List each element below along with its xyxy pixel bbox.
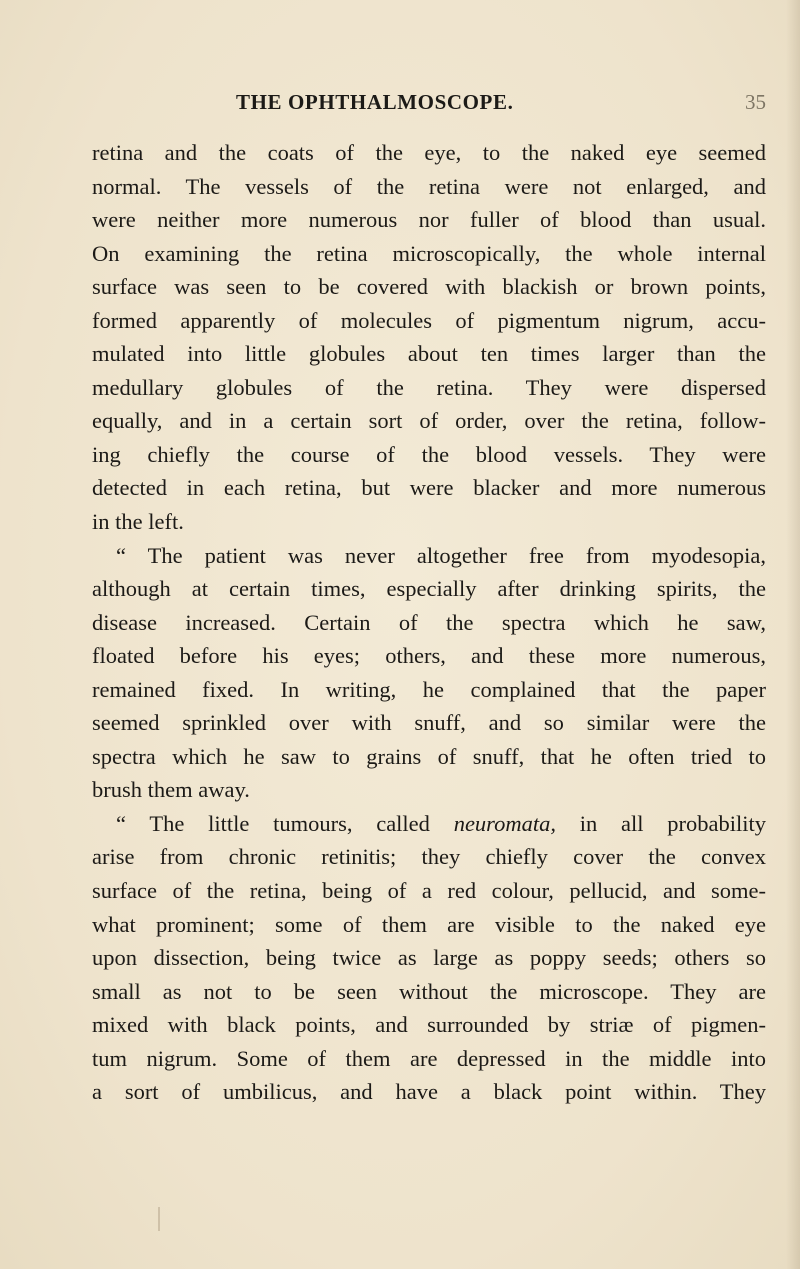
text-line: surface was seen to be covered with blackish or brown points, bbox=[92, 274, 766, 300]
text-line: tum nigrum. Some of them are depressed in the middle into bbox=[92, 1045, 766, 1071]
text-line: although at certain times, especially after drinking spirits, the bbox=[92, 576, 766, 602]
text-line: a sort of umbilicus, and have a black point within. They bbox=[92, 1079, 766, 1105]
italic-term: neuromata, bbox=[453, 810, 556, 836]
text-line: normal. The vessels of the retina were not enlarged, and bbox=[92, 173, 766, 199]
text-line: were neither more numerous nor fuller of blood than usual. bbox=[92, 207, 766, 233]
text-line: mixed with black points, and surrounded by striæ of pigmen- bbox=[92, 1012, 766, 1038]
running-head bbox=[92, 90, 766, 130]
text-line: equally, and in a certain sort of order, over the retina, follow- bbox=[92, 408, 766, 434]
text-run: “ The little tumours, called bbox=[116, 810, 454, 836]
text-line: medullary globules of the retina. They were dispersed bbox=[92, 374, 766, 400]
text-line: mulated into little globules about ten times larger than the bbox=[92, 341, 766, 367]
text-line: “ The patient was never altogether free from myodesopia, bbox=[116, 542, 766, 568]
text-line: disease increased. Certain of the spectra which he saw, bbox=[92, 609, 766, 635]
text-line: in the left. bbox=[92, 509, 184, 535]
text-line: floated before his eyes; others, and these more numerous, bbox=[92, 643, 766, 669]
text-line: spectra which he saw to grains of snuff, that he often tried to bbox=[92, 743, 766, 769]
running-title: THE OPHTHALMOSCOPE. bbox=[236, 90, 514, 114]
text-line: what prominent; some of them are visible to the naked eye bbox=[92, 911, 766, 937]
text-line: upon dissection, being twice as large as poppy seeds; others so bbox=[92, 945, 766, 971]
text-line: On examining the retina microscopically, the whole internal bbox=[92, 240, 766, 266]
page-number: 35 bbox=[745, 90, 766, 114]
text-line: brush them away. bbox=[92, 777, 250, 803]
text-line: seemed sprinkled over with snuff, and so similar were the bbox=[92, 710, 766, 736]
text-run: in all probability bbox=[555, 810, 766, 836]
body-text bbox=[92, 136, 766, 1109]
text-line: small as not to be seen without the microscope. They are bbox=[92, 978, 766, 1004]
text-line: retina and the coats of the eye, to the naked eye seemed bbox=[92, 140, 766, 165]
text-line: ing chiefly the course of the blood vessels. They were bbox=[92, 441, 766, 467]
text-line: arise from chronic retinitis; they chiefly cover the convex bbox=[92, 844, 766, 870]
text-line: remained fixed. In writing, he complained that the paper bbox=[92, 676, 766, 702]
text-line: surface of the retina, being of a red colour, pellucid, and some- bbox=[92, 878, 766, 904]
text-line: detected in each retina, but were blacker and more numerous bbox=[92, 475, 766, 501]
page-edge-shadow bbox=[786, 0, 800, 1269]
text-line-with-italic bbox=[92, 807, 766, 841]
text-line: formed apparently of molecules of pigmentum nigrum, accu- bbox=[92, 307, 766, 333]
paper-blemish bbox=[158, 1207, 160, 1231]
